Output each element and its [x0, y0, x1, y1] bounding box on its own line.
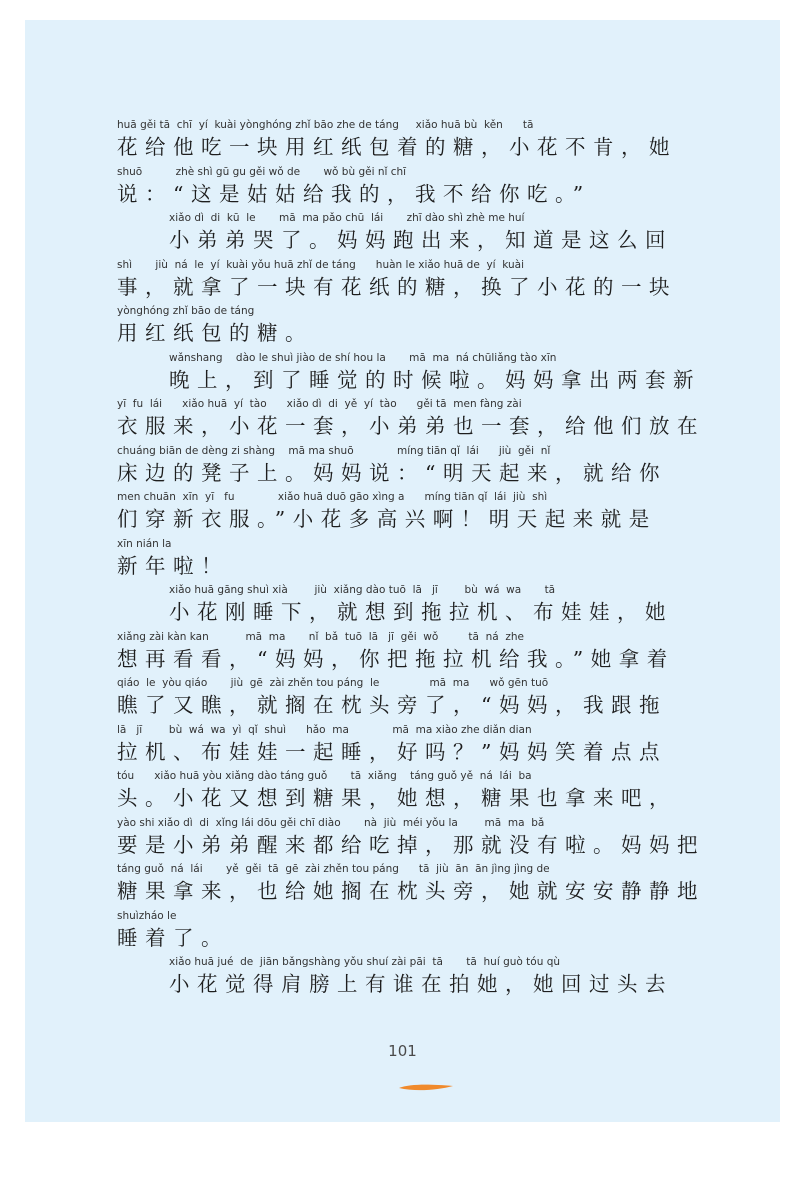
page-number: 101	[388, 1042, 417, 1060]
pinyin-line: shuìzháo le	[117, 909, 177, 922]
text-line	[117, 723, 707, 770]
pinyin-line: xīn nián la	[117, 537, 172, 550]
text-line	[117, 955, 707, 1002]
hanzi-line: 新年啦！	[117, 553, 229, 578]
pinyin-line: xiǎng zài kàn kan mā ma nǐ bǎ tuō lā jī gěi wǒ tā ná zhe	[117, 630, 524, 643]
hanzi-line: 用红纸包的糖。	[117, 321, 313, 345]
text-line	[117, 258, 707, 305]
story-text	[117, 118, 707, 1002]
pinyin-line: yī fu lái xiǎo huā yí tào xiǎo dì di yě yí tào gěi tā men fàng zài	[117, 398, 522, 410]
hanzi-line: 睡着了。	[117, 925, 229, 950]
hanzi-line: 事，就拿了一块有花纸的糖，换了小花的一块	[117, 274, 677, 299]
text-line	[117, 165, 707, 212]
pinyin-line: xiǎo dì di kū le mā ma pǎo chū lái zhī dào shì zhè me huí	[169, 212, 525, 224]
pinyin-line: men chuān xīn yī fu xiǎo huā duō gāo xìng a míng tiān qǐ lái jiù shì	[117, 491, 548, 503]
pinyin-line: xiǎo huā jué de jiān bǎngshàng yǒu shuí zài pāi tā tā huí guò tóu qù	[169, 956, 561, 968]
text-line	[117, 397, 707, 444]
hanzi-line: 们穿新衣服。”小花多高兴啊！明天起来就是	[117, 507, 657, 531]
pinyin-line: yào shi xiǎo dì di xǐng lái dōu gěi chī diào nà jiù méi yǒu la mā ma bǎ	[117, 816, 545, 829]
pinyin-line: xiǎo huā gāng shuì xià jiù xiǎng dào tuō lā jī bù wá wa tā	[169, 584, 556, 596]
hanzi-line: 说：“这是姑姑给我的，我不给你吃。”	[117, 181, 591, 206]
hanzi-line: 小弟弟哭了。妈妈跑出来，知道是这么回	[169, 228, 673, 252]
hanzi-line: 糖果拿来，也给她搁在枕头旁，她就安安静静地	[117, 879, 705, 903]
hanzi-line: 要是小弟弟醒来都给吃掉，那就没有啦。妈妈把	[117, 832, 705, 857]
text-line	[117, 537, 707, 584]
hanzi-line: 想再看看，“妈妈，你把拖拉机给我。”她拿着	[117, 646, 675, 671]
page-number-swoosh-icon	[398, 1082, 454, 1094]
book-page	[25, 20, 780, 1122]
text-line	[117, 304, 707, 351]
pinyin-line: qiáo le yòu qiáo jiù gē zài zhěn tou páng le mā ma wǒ gēn tuō	[117, 677, 549, 689]
pinyin-line: shuō zhè shì gū gu gěi wǒ de wǒ bù gěi nǐ chī	[117, 165, 407, 178]
hanzi-line: 衣服来，小花一套，小弟弟也一套，给他们放在	[117, 414, 705, 438]
text-line	[117, 444, 707, 491]
hanzi-line: 床边的凳子上。妈妈说：“明天起来，就给你	[117, 460, 667, 485]
hanzi-line: 小花觉得肩膀上有谁在拍她，她回过头去	[169, 972, 673, 996]
pinyin-line: wǎnshang dào le shuì jiào de shí hou la mā ma ná chūliǎng tào xīn	[169, 351, 557, 364]
text-line	[117, 351, 707, 398]
pinyin-line: tóu xiǎo huā yòu xiǎng dào táng guǒ tā xiǎng táng guǒ yě ná lái ba	[117, 770, 532, 782]
text-line	[117, 118, 707, 165]
text-line	[117, 630, 707, 677]
pinyin-line: chuáng biān de dèng zi shàng mā ma shuō míng tiān qǐ lái jiù gěi nǐ	[117, 444, 551, 457]
pinyin-line: shì jiù ná le yí kuài yǒu huā zhǐ de táng huàn le xiǎo huā de yí kuài	[117, 258, 525, 271]
pinyin-line: lā jī bù wá wa yì qǐ shuì hǎo ma mā ma xiào zhe diǎn dian	[117, 723, 532, 736]
hanzi-line: 晚上，到了睡觉的时候啦。妈妈拿出两套新	[169, 367, 701, 392]
pinyin-line: yònghóng zhǐ bāo de táng	[117, 305, 255, 317]
hanzi-line: 花给他吃一块用红纸包着的糖，小花不肯，她	[117, 135, 677, 159]
text-line	[117, 909, 707, 956]
text-line	[117, 490, 707, 537]
hanzi-line: 头。小花又想到糖果，她想，糖果也拿来吧，	[117, 786, 677, 810]
hanzi-line: 小花刚睡下，就想到拖拉机、布娃娃，她	[169, 600, 673, 624]
hanzi-line: 瞧了又瞧，就搁在枕头旁了，“妈妈，我跟拖	[117, 693, 667, 717]
pinyin-line: huā gěi tā chī yí kuài yònghóng zhǐ bāo zhe de táng xiǎo huā bù kěn tā	[117, 119, 534, 131]
hanzi-line: 拉机、布娃娃一起睡，好吗？”妈妈笑着点点	[117, 739, 667, 764]
text-line	[117, 676, 707, 723]
text-line	[117, 862, 707, 909]
text-line	[117, 211, 707, 258]
text-line	[117, 816, 707, 863]
pinyin-line: táng guǒ ná lái yě gěi tā gē zài zhěn tou páng tā jiù ān ān jìng jìng de	[117, 863, 550, 875]
text-line	[117, 769, 707, 816]
text-line	[117, 583, 707, 630]
